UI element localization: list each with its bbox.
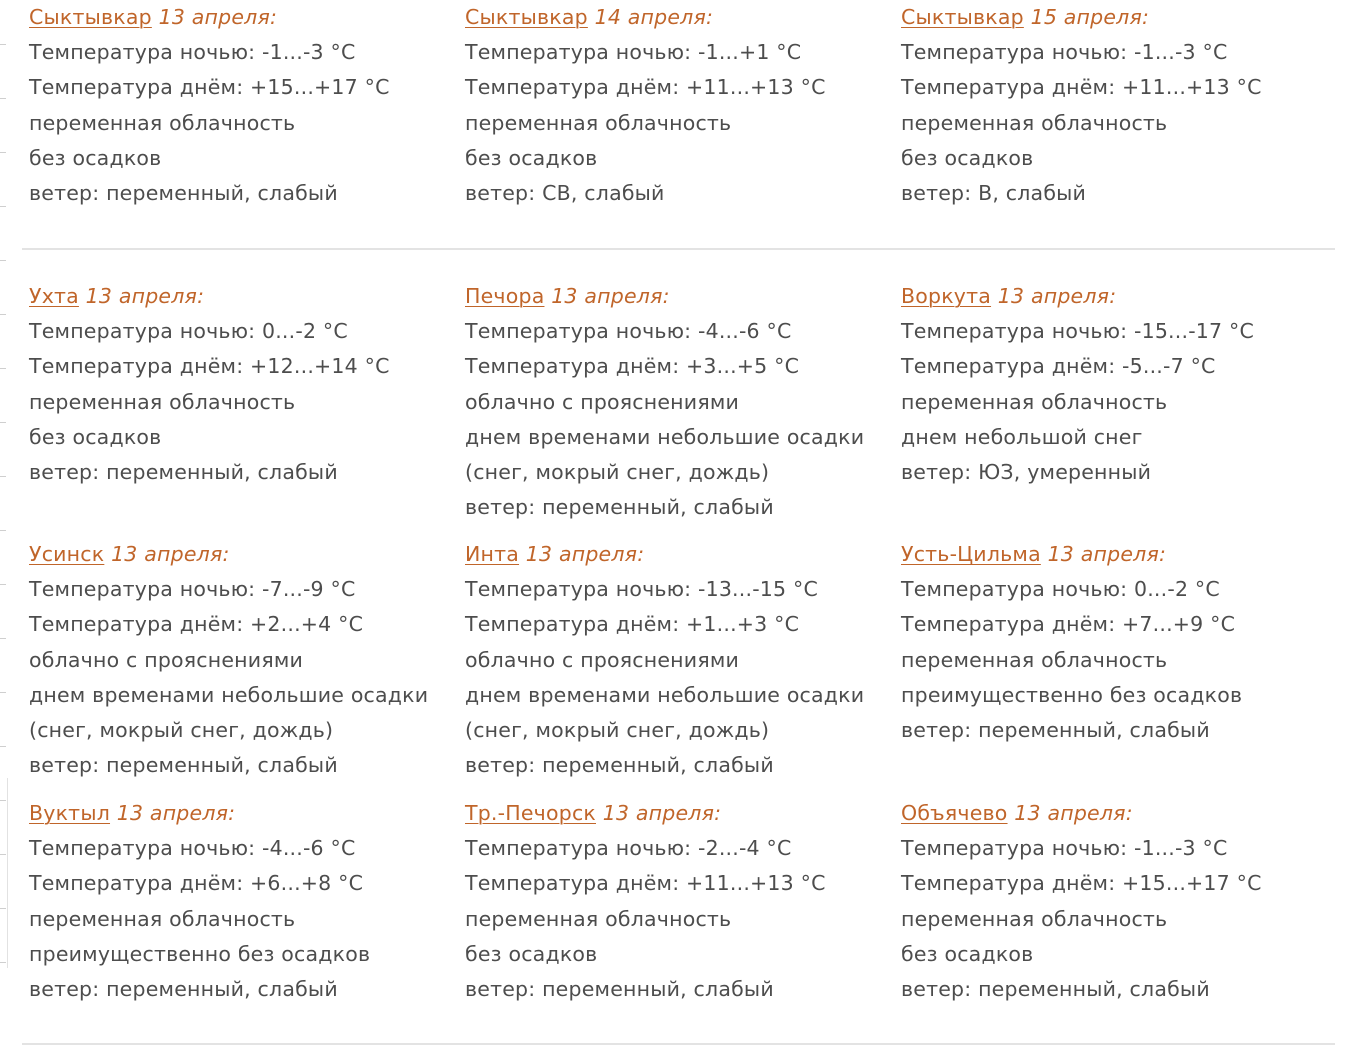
- city-link[interactable]: Усинск: [29, 542, 105, 566]
- forecast-date: 13 апреля:: [85, 284, 205, 308]
- conditions-line: переменная облачность: [901, 110, 1168, 135]
- day-temperature: Температура днём: +12...+14 °С: [29, 354, 390, 379]
- night-temperature: Температура ночью: -15...-17 °С: [901, 319, 1254, 344]
- wind-info: ветер: ЮЗ, умеренный: [901, 460, 1152, 485]
- conditions-line: переменная облачность: [901, 647, 1168, 672]
- conditions-line: без осадков: [465, 941, 598, 966]
- forecast-date: 13 апреля:: [551, 284, 670, 308]
- forecast-card: [465, 279, 885, 525]
- day-temperature: Температура днём: +11...+13 °С: [465, 75, 826, 100]
- city-link[interactable]: Сыктывкар: [901, 5, 1024, 29]
- forecast-header: [901, 537, 1321, 572]
- forecast-card: [465, 537, 885, 783]
- forecast-date: 13 апреля:: [997, 284, 1117, 308]
- wind-info: ветер: переменный, слабый: [29, 977, 338, 1002]
- forecast-date: 13 апреля:: [602, 801, 722, 825]
- day-temperature: Температура днём: +15...+17 °С: [901, 871, 1262, 896]
- conditions-line: преимущественно без осадков: [29, 941, 371, 966]
- forecast-date: 13 апреля:: [1014, 801, 1133, 825]
- conditions-line: (снег, мокрый снег, дождь): [465, 460, 770, 485]
- day-temperature: Температура днём: +1...+3 °С: [465, 612, 800, 637]
- forecast-card: [465, 0, 885, 211]
- wind-info: ветер: переменный, слабый: [29, 460, 338, 485]
- conditions-line: переменная облачность: [465, 110, 732, 135]
- day-temperature: Температура днём: -5...-7 °С: [901, 354, 1216, 379]
- night-temperature: Температура ночью: 0...-2 °С: [901, 577, 1220, 602]
- city-link[interactable]: Ухта: [29, 284, 79, 308]
- forecast-header: [29, 279, 449, 314]
- forecast-header: [29, 537, 449, 572]
- night-temperature: Температура ночью: -7...-9 °С: [29, 577, 356, 602]
- forecast-card: [901, 0, 1321, 211]
- wind-info: ветер: В, слабый: [901, 181, 1087, 206]
- day-temperature: Температура днём: +7...+9 °С: [901, 612, 1236, 637]
- city-link[interactable]: Усть-Цильма: [901, 542, 1041, 566]
- forecast-card: [465, 796, 885, 1007]
- section-divider: [22, 1043, 1335, 1045]
- conditions-line: облачно с прояснениями: [29, 647, 304, 672]
- conditions-line: переменная облачность: [29, 110, 296, 135]
- forecast-card: [901, 537, 1321, 748]
- night-temperature: Температура ночью: -1...-3 °С: [901, 40, 1228, 65]
- forecast-header: [29, 796, 449, 831]
- conditions-line: без осадков: [901, 941, 1034, 966]
- day-temperature: Температура днём: +11...+13 °С: [901, 75, 1262, 100]
- conditions-line: облачно с прояснениями: [465, 647, 740, 672]
- forecast-date: 13 апреля:: [111, 542, 230, 566]
- forecast-date: 14 апреля:: [594, 5, 714, 29]
- forecast-card: [29, 537, 449, 783]
- forecast-card: [901, 796, 1321, 1007]
- conditions-line: переменная облачность: [465, 906, 732, 931]
- city-link[interactable]: Объячево: [901, 801, 1008, 825]
- conditions-line: (снег, мокрый снег, дождь): [465, 718, 770, 743]
- city-link[interactable]: Сыктывкар: [29, 5, 152, 29]
- forecast-card: [901, 279, 1321, 490]
- night-temperature: Температура ночью: -2...-4 °С: [465, 836, 792, 861]
- night-temperature: Температура ночью: -1...-3 °С: [29, 40, 356, 65]
- forecast-header: [29, 0, 449, 35]
- conditions-line: днем временами небольшие осадки: [29, 682, 429, 707]
- conditions-line: днем временами небольшие осадки: [465, 682, 865, 707]
- forecast-header: [465, 279, 885, 314]
- forecast-date: 13 апреля:: [525, 542, 645, 566]
- wind-info: ветер: переменный, слабый: [465, 753, 774, 778]
- city-link[interactable]: Печора: [465, 284, 545, 308]
- night-temperature: Температура ночью: 0...-2 °С: [29, 319, 348, 344]
- conditions-line: без осадков: [901, 145, 1034, 170]
- conditions-line: днем временами небольшие осадки: [465, 424, 865, 449]
- conditions-line: без осадков: [465, 145, 598, 170]
- forecast-card: [29, 0, 449, 211]
- forecast-date: 15 апреля:: [1030, 5, 1150, 29]
- forecast-date: 13 апреля:: [158, 5, 278, 29]
- conditions-line: переменная облачность: [29, 389, 296, 414]
- night-temperature: Температура ночью: -13...-15 °С: [465, 577, 818, 602]
- left-edge-decoration: [0, 0, 8, 1046]
- conditions-line: переменная облачность: [901, 906, 1168, 931]
- wind-info: ветер: переменный, слабый: [465, 977, 774, 1002]
- conditions-line: днем небольшой снег: [901, 424, 1143, 449]
- forecast-header: [465, 537, 885, 572]
- forecast-header: [901, 279, 1321, 314]
- forecast-card: [29, 279, 449, 490]
- conditions-line: переменная облачность: [29, 906, 296, 931]
- wind-info: ветер: переменный, слабый: [29, 181, 338, 206]
- night-temperature: Температура ночью: -1...-3 °С: [901, 836, 1228, 861]
- conditions-line: преимущественно без осадков: [901, 682, 1243, 707]
- city-link[interactable]: Воркута: [901, 284, 992, 308]
- wind-info: ветер: переменный, слабый: [901, 718, 1210, 743]
- city-link[interactable]: Тр.-Печорск: [465, 801, 596, 825]
- forecast-header: [465, 0, 885, 35]
- day-temperature: Температура днём: +2...+4 °С: [29, 612, 364, 637]
- forecast-date: 13 апреля:: [116, 801, 236, 825]
- wind-info: ветер: переменный, слабый: [901, 977, 1210, 1002]
- day-temperature: Температура днём: +15...+17 °С: [29, 75, 390, 100]
- forecast-header: [901, 796, 1321, 831]
- conditions-line: без осадков: [29, 145, 162, 170]
- conditions-line: (снег, мокрый снег, дождь): [29, 718, 334, 743]
- forecast-date: 13 апреля:: [1047, 542, 1167, 566]
- conditions-line: облачно с прояснениями: [465, 389, 740, 414]
- day-temperature: Температура днём: +6...+8 °С: [29, 871, 364, 896]
- city-link[interactable]: Вуктыл: [29, 801, 111, 825]
- forecast-header: [465, 796, 885, 831]
- wind-info: ветер: переменный, слабый: [29, 753, 338, 778]
- conditions-line: без осадков: [29, 424, 162, 449]
- forecast-header: [901, 0, 1321, 35]
- day-temperature: Температура днём: +11...+13 °С: [465, 871, 826, 896]
- section-divider: [22, 248, 1335, 250]
- city-link[interactable]: Инта: [465, 542, 520, 566]
- wind-info: ветер: переменный, слабый: [465, 495, 774, 520]
- night-temperature: Температура ночью: -4...-6 °С: [29, 836, 356, 861]
- wind-info: ветер: СВ, слабый: [465, 181, 665, 206]
- forecast-card: [29, 796, 449, 1007]
- night-temperature: Температура ночью: -4...-6 °С: [465, 319, 792, 344]
- conditions-line: переменная облачность: [901, 389, 1168, 414]
- city-link[interactable]: Сыктывкар: [465, 5, 588, 29]
- day-temperature: Температура днём: +3...+5 °С: [465, 354, 800, 379]
- night-temperature: Температура ночью: -1...+1 °С: [465, 40, 802, 65]
